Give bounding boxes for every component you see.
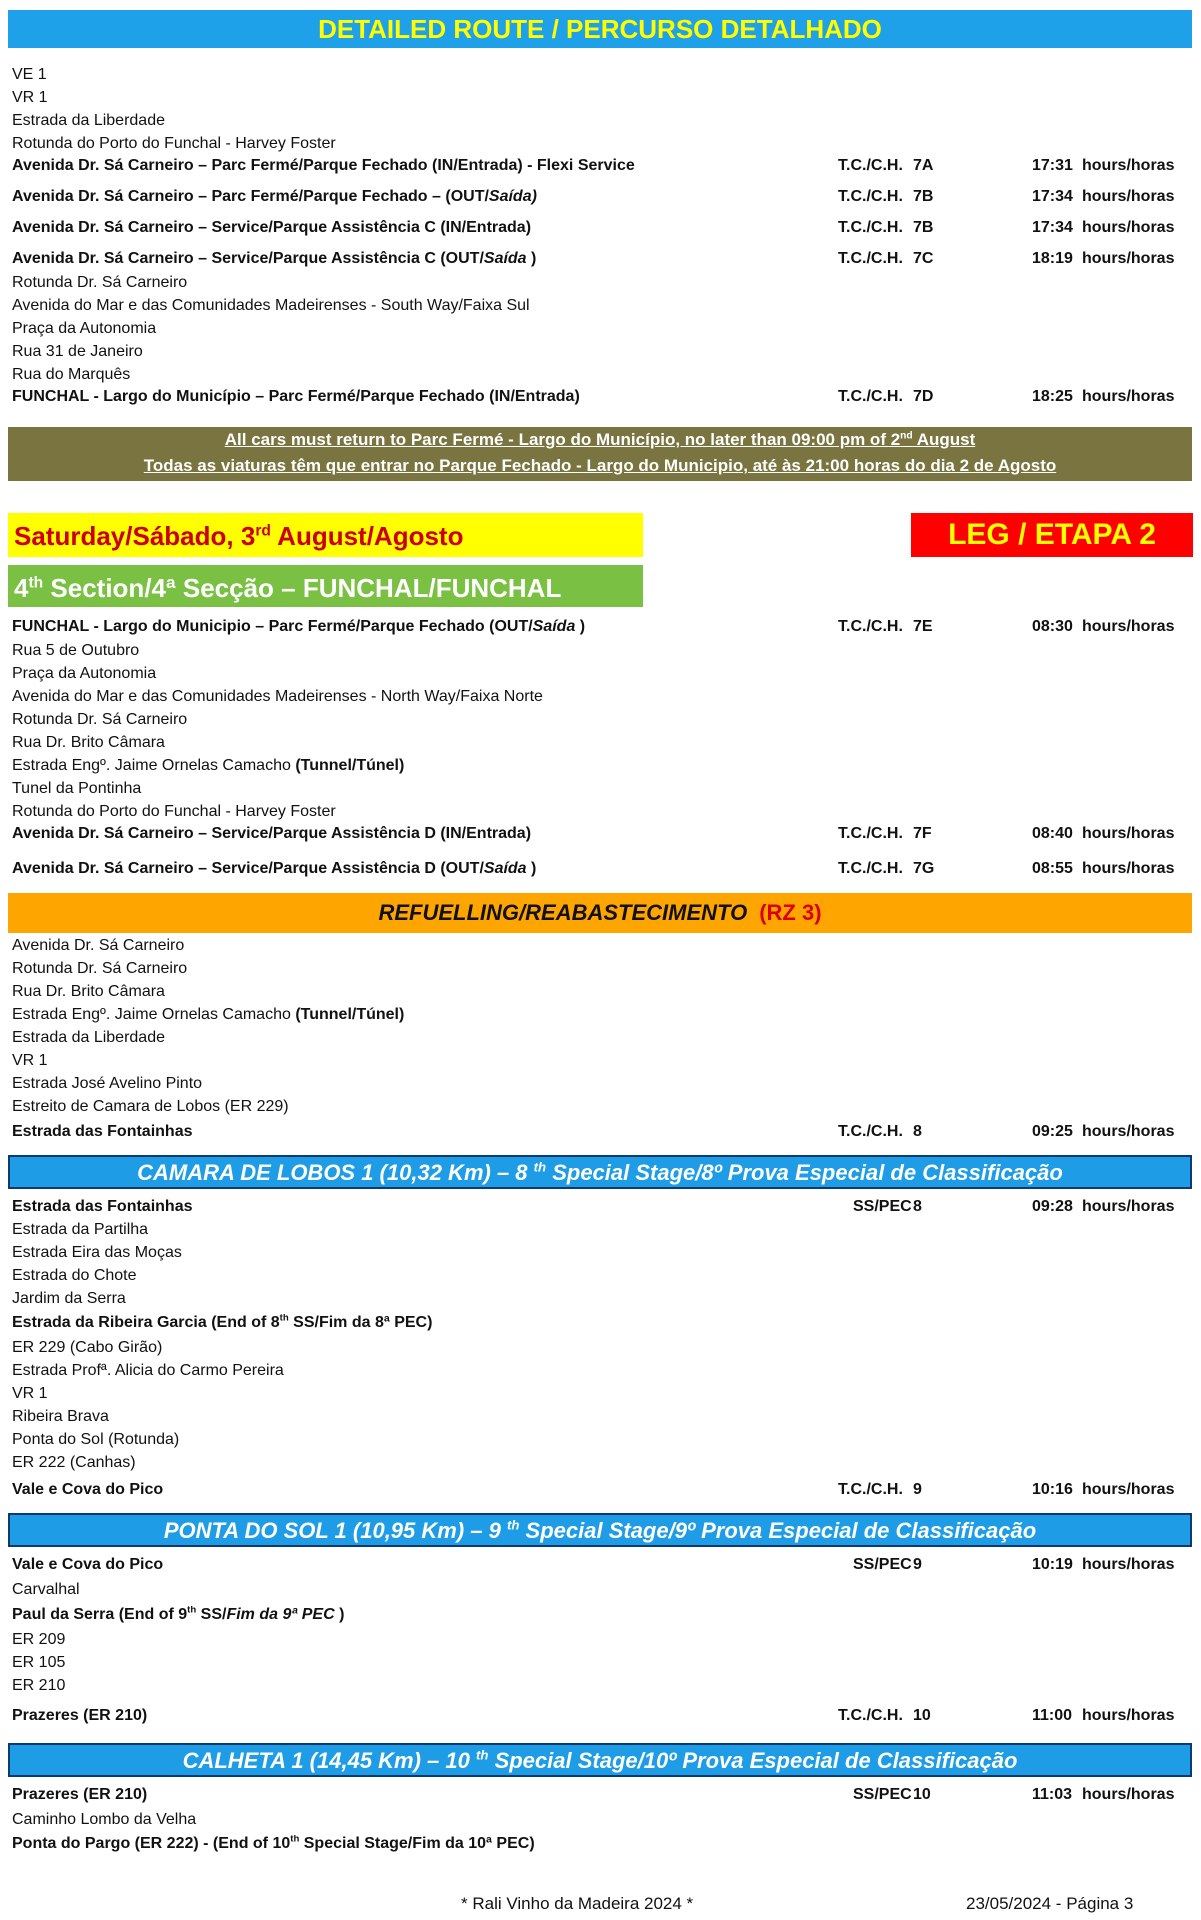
sspec-label: SS/PEC [853,1786,912,1803]
route-line: Rotunda Dr. Sá Carneiro [12,711,188,728]
route-line: Tunel da Pontinha [12,780,142,797]
tc-code: 9 [913,1481,922,1498]
route-line: Rua 31 de Janeiro [12,343,143,360]
tc-code: 7G [913,860,935,877]
tc-code: 7A [913,157,934,174]
notice-line-en [8,427,1192,453]
route-line: VR 1 [12,1385,48,1402]
route-text: Estrada Engº. Jaime Ornelas Camacho [12,1006,296,1023]
day-sup: rd [255,522,271,540]
tc-label: T.C./C.H. [838,1707,903,1724]
route-line: Ponta do Sol (Rotunda) [12,1431,180,1448]
route-sup: th [279,1312,289,1324]
special-stage-banner [8,1743,1192,1777]
ss-sup: th [506,1517,520,1533]
ss-text: CALHETA 1 (14,45 Km) – 10 [182,1748,476,1773]
hours-label: hours/horas [1082,1481,1175,1498]
ss-text: PONTA DO SOL 1 (10,95 Km) – 9 [163,1518,507,1543]
ss-code: 10 [913,1786,931,1803]
route-line-timed: Avenida Dr. Sá Carneiro – Service/Parque Assistência C (IN/Entrada) [12,219,532,236]
time-value: 18:19 [1032,250,1073,267]
route-line: ER 222 (Canhas) [12,1454,136,1471]
route-line: Avenida do Mar e das Comunidades Madeirenses - South Way/Faixa Sul [12,297,530,314]
time-value: 10:19 [1032,1556,1073,1573]
tc-label: T.C./C.H. [838,157,903,174]
tc-code: 7B [913,219,934,236]
ss-sup: th [533,1159,547,1175]
route-line: Estrada da Liberdade [12,1029,165,1046]
route-text: Paul da Serra (End of 9 [12,1606,188,1623]
hours-label: hours/horas [1082,1556,1175,1573]
route-text-tail: SS/Fim da 8ª PEC) [288,1314,433,1331]
route-line: ER 229 (Cabo Girão) [12,1339,163,1356]
ss-text-tail: Special Stage/8º Prova Especial de Classificação [546,1160,1063,1185]
time-value: 11:03 [1032,1786,1073,1803]
sspec-label: SS/PEC [853,1198,912,1215]
route-line: Estrada Profª. Alicia do Carmo Pereira [12,1362,284,1379]
route-line: Rotunda do Porto do Funchal - Harvey Foster [12,803,336,820]
route-text-italic: Saída) [488,188,537,205]
route-text: Avenida Dr. Sá Carneiro – Parc Fermé/Parque Fechado – (OUT/ [12,188,489,205]
hours-label: hours/horas [1082,219,1175,236]
route-line: ER 209 [12,1631,66,1648]
route-line: Estrada da Partilha [12,1221,149,1238]
notice-sup: nd [900,430,913,442]
notice-text-tail: August [912,430,976,449]
hours-label: hours/horas [1082,1123,1175,1140]
route-text: FUNCHAL - Largo do Municipio – Parc Fermé/Parque Fechado (OUT/ [12,618,533,635]
tc-code: 7B [913,188,934,205]
time-value: 11:00 [1032,1707,1073,1724]
stage-end-line [12,1604,344,1626]
hours-label: hours/horas [1082,860,1175,877]
hours-label: hours/horas [1082,1707,1175,1724]
section-text: Section/4ª Secção – FUNCHAL/FUNCHAL [43,573,562,603]
hours-label: hours/horas [1082,825,1175,842]
route-line: Rotunda Dr. Sá Carneiro [12,960,188,977]
tc-code: 8 [913,1123,922,1140]
tc-label: T.C./C.H. [838,250,903,267]
route-line: Ribeira Brava [12,1408,109,1425]
route-text-tail: ) [334,1606,345,1623]
route-text: Estrada da Ribeira Garcia (End of 8 [12,1314,280,1331]
time-value: 17:31 [1032,157,1073,174]
route-line: ER 210 [12,1677,66,1694]
time-value: 17:34 [1032,219,1073,236]
route-line: Estreito de Camara de Lobos (ER 229) [12,1098,289,1115]
route-line: Caminho Lombo da Velha [12,1811,197,1828]
tunnel-note: (Tunnel/Túnel) [295,1006,405,1023]
route-text: Ponta do Pargo (ER 222) - (End of 10 [12,1835,291,1852]
time-value: 10:16 [1032,1481,1073,1498]
special-stage-banner [8,1513,1192,1547]
refuel-label: REFUELLING/REABASTECIMENTO [378,900,748,925]
route-text: Avenida Dr. Sá Carneiro – Service/Parque Assistência C (OUT/ [12,250,484,267]
sspec-label: SS/PEC [853,1556,912,1573]
route-text: Avenida Dr. Sá Carneiro – Service/Parque Assistência D (OUT/ [12,860,484,877]
hours-label: hours/horas [1082,1786,1175,1803]
section-num: 4 [14,573,29,603]
stage-end-line [12,1312,432,1334]
time-value: 08:40 [1032,825,1073,842]
route-line: Estrada Eira das Moças [12,1244,182,1261]
ss-text-tail: Special Stage/10º Prova Especial de Classificação [488,1748,1018,1773]
tc-label: T.C./C.H. [838,1481,903,1498]
page-title: DETAILED ROUTE / PERCURSO DETALHADO [8,10,1192,48]
route-text-tail: ) [526,250,537,267]
route-line: Rotunda Dr. Sá Carneiro [12,274,188,291]
tc-label: T.C./C.H. [838,618,903,635]
day-text-tail: August/Agosto [270,521,464,551]
ss-code: 9 [913,1556,922,1573]
route-line: Praça da Autonomia [12,320,157,337]
day-heading [8,513,643,557]
footer-page: 23/05/2024 - Página 3 [966,1894,1134,1913]
route-line-timed: Prazeres (ER 210) [12,1707,148,1724]
time-value: 17:34 [1032,188,1073,205]
route-line-timed: Estrada das Fontainhas [12,1123,193,1140]
tc-label: T.C./C.H. [838,388,903,405]
day-text: Saturday/Sábado, 3 [14,521,256,551]
route-line [12,755,404,777]
ss-sup: th [476,1747,489,1763]
route-line-timed: Avenida Dr. Sá Carneiro – Service/Parque Assistência D (IN/Entrada) [12,825,532,842]
route-text-italic: Saída [483,860,527,877]
route-line-timed [12,186,537,208]
route-text-italic: Fim da 9ª PEC [226,1606,335,1623]
ss-text-tail: Special Stage/9º Prova Especial de Classificação [519,1518,1037,1543]
tc-label: T.C./C.H. [838,219,903,236]
route-line-timed: Vale e Cova do Pico [12,1556,164,1573]
route-line: Estrada da Liberdade [12,112,165,129]
route-text-italic: Saída [483,250,527,267]
route-line-timed [12,858,536,880]
route-text-tail: ) [575,618,586,635]
route-line-timed: FUNCHAL - Largo do Município – Parc Fermé/Parque Fechado (IN/Entrada) [12,388,580,405]
time-value: 09:28 [1032,1198,1073,1215]
time-value: 18:25 [1032,388,1073,405]
tunnel-note: (Tunnel/Túnel) [295,757,405,774]
tc-label: T.C./C.H. [838,188,903,205]
route-text: Estrada Engº. Jaime Ornelas Camacho [12,757,296,774]
route-line: Rua Dr. Brito Câmara [12,734,165,751]
route-line-timed: Vale e Cova do Pico [12,1481,164,1498]
section-sup: th [28,574,44,592]
route-line: Jardim da Serra [12,1290,126,1307]
tc-code: 7E [913,618,933,635]
hours-label: hours/horas [1082,157,1175,174]
ss-text: CAMARA DE LOBOS 1 (10,32 Km) – 8 [137,1160,534,1185]
route-line: Avenida do Mar e das Comunidades Madeirenses - North Way/Faixa Norte [12,688,543,705]
route-sup: th [187,1604,197,1616]
refuel-zone: (RZ 3) [759,900,822,925]
route-line: Rotunda do Porto do Funchal - Harvey Foster [12,135,336,152]
tc-label: T.C./C.H. [838,860,903,877]
tc-label: T.C./C.H. [838,825,903,842]
route-line: ER 105 [12,1654,66,1671]
tc-code: 7D [913,388,934,405]
hours-label: hours/horas [1082,188,1175,205]
notice-line-pt: Todas as viaturas têm que entrar no Parque Fechado - Largo do Municipio, até às 21:00 horas do dia 2 de Agosto [143,456,1057,475]
stage-end-line [12,1833,535,1855]
route-line-timed: Estrada das Fontainhas [12,1198,193,1215]
route-line-timed [12,616,585,638]
time-value: 09:25 [1032,1123,1073,1140]
time-value: 08:30 [1032,618,1073,635]
route-line: Rua 5 de Outubro [12,642,140,659]
refuelling-banner [8,893,1192,933]
ss-code: 8 [913,1198,922,1215]
route-line: Rua Dr. Brito Câmara [12,983,165,1000]
route-text-tail: ) [526,860,537,877]
route-line [12,1004,404,1026]
footer-event: * Rali Vinho da Madeira 2024 * [461,1894,694,1913]
section-heading [8,565,643,607]
hours-label: hours/horas [1082,618,1175,635]
special-stage-banner [8,1155,1192,1189]
route-text-italic: Saída [532,618,576,635]
hours-label: hours/horas [1082,250,1175,267]
route-line: Estrada José Avelino Pinto [12,1075,203,1092]
route-line-timed: Prazeres (ER 210) [12,1786,148,1803]
tc-label: T.C./C.H. [838,1123,903,1140]
parc-ferme-notice [8,427,1192,481]
leg-badge: LEG / ETAPA 2 [911,513,1193,557]
route-line: VE 1 [12,66,47,83]
tc-code: 10 [913,1707,931,1724]
route-line: VR 1 [12,1052,48,1069]
tc-code: 7C [913,250,934,267]
route-line: Carvalhal [12,1581,80,1598]
route-line-timed: Avenida Dr. Sá Carneiro – Parc Fermé/Parque Fechado (IN/Entrada) - Flexi Service [12,157,635,174]
hours-label: hours/horas [1082,1198,1175,1215]
notice-text: All cars must return to Parc Fermé - Largo do Município, no later than 09:00 pm of 2 [224,430,901,449]
route-line-timed [12,248,536,270]
tc-code: 7F [913,825,932,842]
route-line: Estrada do Chote [12,1267,137,1284]
time-value: 08:55 [1032,860,1073,877]
hours-label: hours/horas [1082,388,1175,405]
route-line: Rua do Marquês [12,366,131,383]
route-text-tail: Special Stage/Fim da 10ª PEC) [299,1835,535,1852]
route-sup: th [290,1833,300,1845]
route-line: Avenida Dr. Sá Carneiro [12,937,185,954]
route-line: VR 1 [12,89,48,106]
route-line: Praça da Autonomia [12,665,157,682]
route-text-mid: SS/ [196,1606,227,1623]
